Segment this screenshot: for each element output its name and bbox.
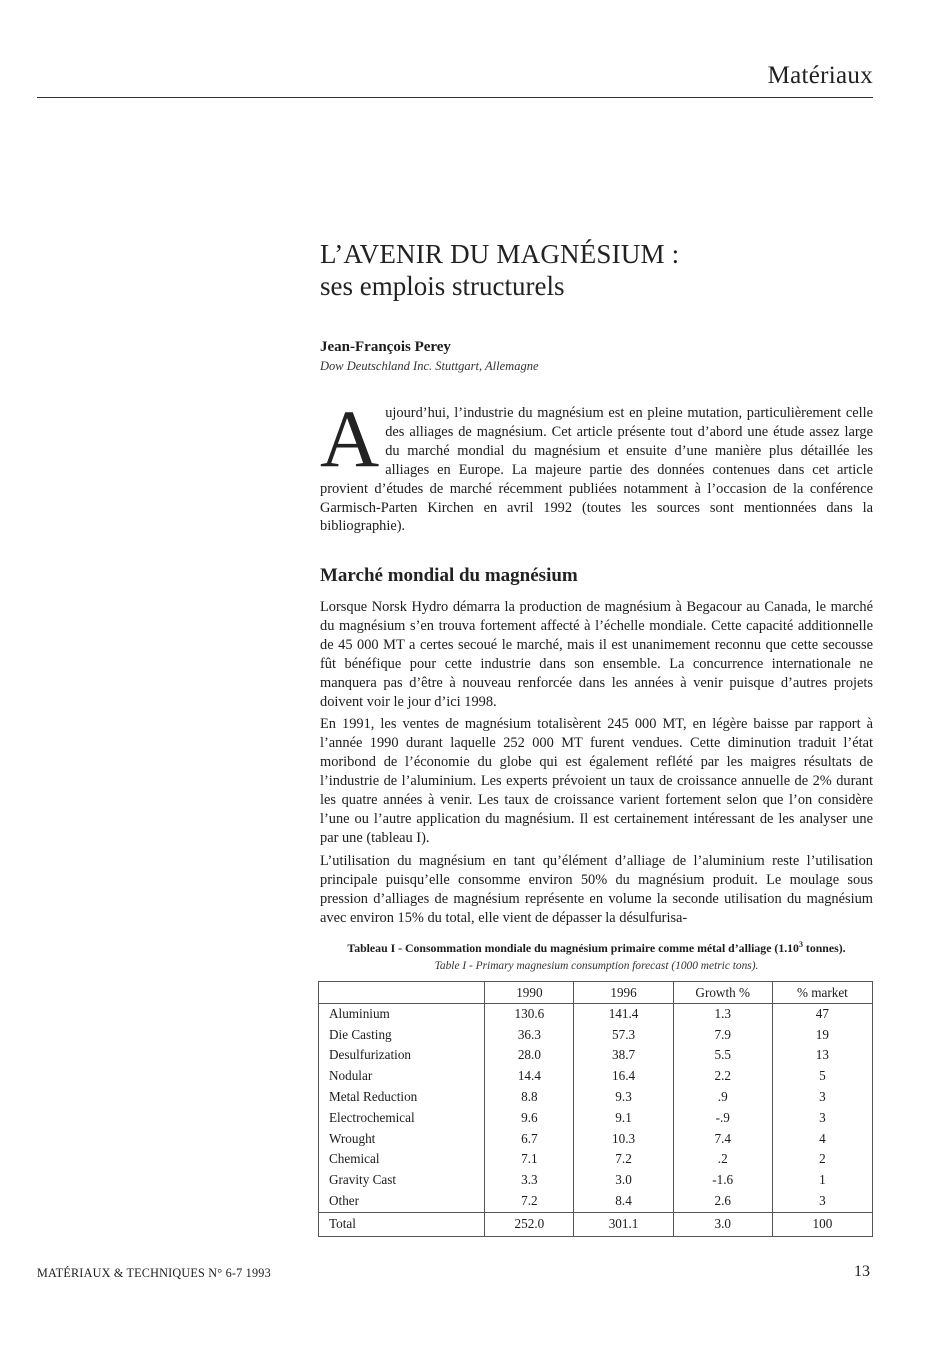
table-cell: 16.4	[574, 1066, 673, 1087]
table-cell: 8.4	[574, 1191, 673, 1212]
table-row	[319, 1003, 873, 1024]
row-label: Other	[319, 1191, 485, 1212]
table-cell: 47	[772, 1003, 872, 1024]
header-cell	[319, 982, 485, 1004]
main-text	[320, 598, 873, 927]
table-cell: .2	[673, 1149, 772, 1170]
table-cell: 13	[772, 1045, 872, 1066]
table-cell: 9.3	[574, 1087, 673, 1108]
table-cell: -.9	[673, 1108, 772, 1129]
intro-text: ujourd’hui, l’industrie du magnésium est en pleine mutation, particulièrement celle des alliages de magnésium. Cet article présente tout d’abord une étude assez large du marché mondial du magnésium et ensuite d’une manière plus détaillée les alliages en Europe. La majeure partie des données contenues dans cet article provient d’études de marché récemment publiées notamment à l’occasion de la conférence Garmisch-Parten Kirchen en avril 1992 (toutes les sources sont mentionnées dans la bibliographie).	[320, 405, 873, 535]
table-cell: 1.3	[673, 1003, 772, 1024]
table-cell: 14.4	[485, 1066, 574, 1087]
table-cell: 100	[772, 1212, 872, 1236]
title-line-2: ses emplois structurels	[320, 271, 565, 301]
header-rule	[37, 97, 873, 98]
row-label: Desulfurization	[319, 1045, 485, 1066]
table-cell: 3.3	[485, 1170, 574, 1191]
table-row	[319, 1087, 873, 1108]
table-cell: -1.6	[673, 1170, 772, 1191]
table-caption-sup: 3	[798, 940, 803, 949]
table-caption	[320, 940, 873, 956]
table-cell: 57.3	[574, 1025, 673, 1046]
table-cell: 28.0	[485, 1045, 574, 1066]
table-cell: 3.0	[574, 1170, 673, 1191]
table-cell: 1	[772, 1170, 872, 1191]
table-cell: 252.0	[485, 1212, 574, 1236]
table-cell: 3	[772, 1087, 872, 1108]
table-cell: 5.5	[673, 1045, 772, 1066]
row-label: Gravity Cast	[319, 1170, 485, 1191]
table-cell: 7.2	[574, 1149, 673, 1170]
table-cell: 7.1	[485, 1149, 574, 1170]
table-cell: 9.1	[574, 1108, 673, 1129]
row-label: Electrochemical	[319, 1108, 485, 1129]
table-caption-end: tonnes).	[802, 940, 846, 955]
table-cell: 3	[772, 1191, 872, 1212]
row-label: Die Casting	[319, 1025, 485, 1046]
row-label: Chemical	[319, 1149, 485, 1170]
table-cell: 8.8	[485, 1087, 574, 1108]
consumption-table	[318, 981, 873, 1237]
table-cell: 5	[772, 1066, 872, 1087]
row-label: Total	[319, 1212, 485, 1236]
paragraph: En 1991, les ventes de magnésium totalisèrent 245 000 MT, en légère baisse par rapport à l’année 1990 durant laquelle 252 000 MT furent vendues. Cette diminution traduit l’état moribond de l’économie du globe qui est également reflété par les maigres résultats de l’industrie de l’aluminium. Les experts prévoient un taux de croissance annuelle de 2% durant les quatre années à venir. Les taux de croissance varient fortement selon que l’on considère l’une ou l’autre application du magnésium. Il est certainement intéressant de les analyser une par une (tableau I).	[320, 716, 873, 846]
table-caption-main: Tableau I - Consommation mondiale du magnésium primaire comme métal d’alliage (1.10	[347, 940, 799, 955]
table-subcaption: Table I - Primary magnesium consumption forecast (1000 metric tons).	[434, 960, 759, 972]
table-cell: 7.2	[485, 1191, 574, 1212]
table-row	[319, 1129, 873, 1150]
paragraph: L’utilisation du magnésium en tant qu’élément d’alliage de l’aluminium reste l’utilisation principale puisqu’elle consomme environ 50% du magnésium produit. Le moulage sous pression d’alliages de magnésium représente en volume la seconde utilisation du magnésium avec environ 15% du total, elle vient de dépasser la désulfurisa-	[320, 852, 873, 926]
table-cell: .9	[673, 1087, 772, 1108]
author-affiliation: Dow Deutschland Inc. Stuttgart, Allemagne	[320, 359, 539, 373]
table-cell: 130.6	[485, 1003, 574, 1024]
table-cell: 9.6	[485, 1108, 574, 1129]
table-row	[319, 1191, 873, 1212]
paragraph: Lorsque Norsk Hydro démarra la production de magnésium à Begacour au Canada, le marché du magnésium s’en trouva fortement affecté à l’échelle mondiale. Cette capacité additionnelle de 45 000 MT a certes secoué le marché, mais il est unanimement reconnu que cette secousse fût bénéfique pour cette industrie dans son ensemble. La concurrence internationale ne manquera pas d’être à nouveau renforcée dans les années à venir puisque d’autres projets doivent voir le jour d’ici 1998.	[320, 599, 873, 710]
table-cell: 2	[772, 1149, 872, 1170]
table-row	[319, 1066, 873, 1087]
table-row	[319, 1045, 873, 1066]
header-cell: 1990	[485, 982, 574, 1004]
table-cell: 3	[772, 1108, 872, 1129]
row-label: Nodular	[319, 1066, 485, 1087]
row-label: Aluminium	[319, 1003, 485, 1024]
title-line-1: L’AVENIR DU MAGNÉSIUM :	[320, 239, 680, 269]
table-cell: 2.2	[673, 1066, 772, 1087]
table-cell: 4	[772, 1129, 872, 1150]
author-name: Jean-François Perey	[320, 339, 451, 355]
section-title: Matériaux	[767, 62, 873, 89]
table-cell: 10.3	[574, 1129, 673, 1150]
table-cell: 2.6	[673, 1191, 772, 1212]
table-header-row	[319, 982, 873, 1004]
intro-paragraph	[320, 393, 873, 536]
drop-cap: A	[320, 393, 380, 484]
table-row	[319, 1108, 873, 1129]
table-total-row	[319, 1212, 873, 1236]
table-cell: 38.7	[574, 1045, 673, 1066]
section-heading: Marché mondial du magnésium	[320, 565, 578, 586]
journal-footer: MATÉRIAUX & TECHNIQUES N° 6-7 1993	[37, 1266, 271, 1280]
table-cell: 141.4	[574, 1003, 673, 1024]
table-cell: 7.9	[673, 1025, 772, 1046]
page-number: 13	[854, 1263, 870, 1280]
table-cell: 301.1	[574, 1212, 673, 1236]
table-cell: 7.4	[673, 1129, 772, 1150]
header-cell: % market	[772, 982, 872, 1004]
table-cell: 36.3	[485, 1025, 574, 1046]
header-cell: Growth %	[673, 982, 772, 1004]
table-row	[319, 1170, 873, 1191]
table-row	[319, 1149, 873, 1170]
row-label: Wrought	[319, 1129, 485, 1150]
table-row	[319, 1025, 873, 1046]
table-cell: 6.7	[485, 1129, 574, 1150]
article-title	[320, 238, 880, 302]
row-label: Metal Reduction	[319, 1087, 485, 1108]
table-cell: 3.0	[673, 1212, 772, 1236]
table-cell: 19	[772, 1025, 872, 1046]
header-cell: 1996	[574, 982, 673, 1004]
